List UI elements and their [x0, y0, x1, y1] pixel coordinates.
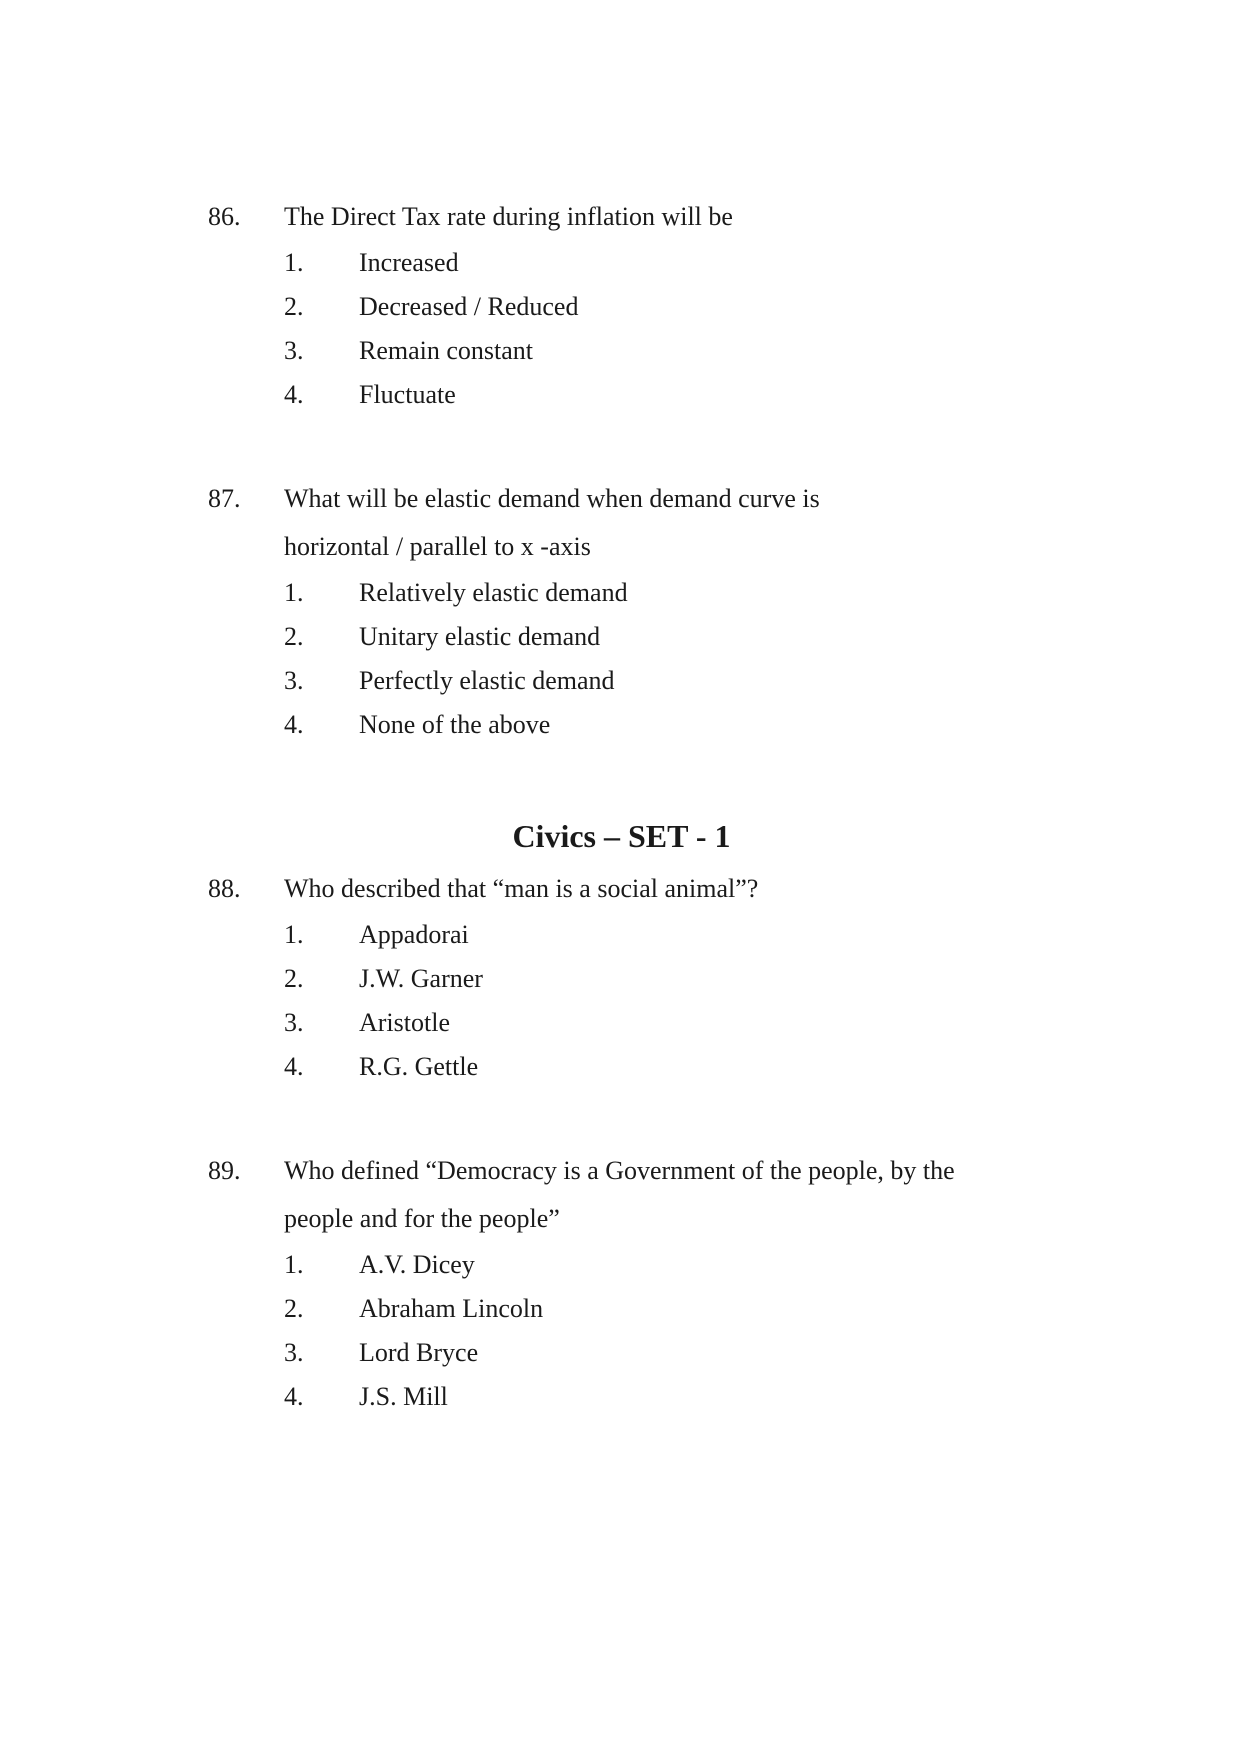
question-line	[208, 1195, 1108, 1243]
option-item	[208, 1001, 1108, 1045]
option-list	[208, 913, 1108, 1089]
option-number: 2.	[284, 964, 304, 993]
option-list	[208, 1243, 1108, 1419]
question-number: 89.	[208, 1156, 241, 1185]
option-text: R.G. Gettle	[359, 1052, 479, 1081]
option-number: 3.	[284, 1008, 304, 1037]
option-text: Decreased / Reduced	[359, 292, 579, 321]
option-item	[208, 913, 1108, 957]
question-88	[208, 865, 1108, 1089]
question-line	[208, 1147, 1108, 1195]
option-item	[208, 241, 1108, 285]
question-line	[208, 475, 1108, 523]
question-text: Who defined “Democracy is a Government of the people, by the	[284, 1156, 955, 1185]
option-item	[208, 703, 1108, 747]
option-item	[208, 615, 1108, 659]
option-text: Lord Bryce	[359, 1338, 479, 1367]
question-line	[208, 193, 1108, 241]
option-item	[208, 1045, 1108, 1089]
option-number: 1.	[284, 248, 304, 277]
question-number: 86.	[208, 202, 241, 231]
option-item	[208, 329, 1108, 373]
question-number: 88.	[208, 874, 241, 903]
option-number: 3.	[284, 336, 304, 365]
question-text: people and for the people”	[284, 1204, 560, 1233]
option-number: 2.	[284, 1294, 304, 1323]
option-number: 4.	[284, 1382, 304, 1411]
option-item	[208, 1243, 1108, 1287]
option-list	[208, 571, 1108, 747]
option-item	[208, 1375, 1108, 1419]
option-item	[208, 373, 1108, 417]
option-number: 4.	[284, 380, 304, 409]
option-number: 2.	[284, 292, 304, 321]
option-number: 2.	[284, 622, 304, 651]
option-number: 1.	[284, 1250, 304, 1279]
option-text: None of the above	[359, 710, 551, 739]
option-text: Remain constant	[359, 336, 534, 365]
option-text: Perfectly elastic demand	[359, 666, 615, 695]
option-text: A.V. Dicey	[359, 1250, 475, 1279]
question-text: horizontal / parallel to x -axis	[284, 532, 591, 561]
option-text: J.W. Garner	[359, 964, 483, 993]
question-text: Who described that “man is a social animal”?	[284, 874, 759, 903]
question-number: 87.	[208, 484, 241, 513]
question-line	[208, 865, 1108, 913]
section-title	[0, 812, 1241, 860]
option-text: Unitary elastic demand	[359, 622, 601, 651]
option-number: 4.	[284, 1052, 304, 1081]
option-number: 1.	[284, 920, 304, 949]
question-89	[208, 1147, 1108, 1419]
option-item	[208, 571, 1108, 615]
option-text: Relatively elastic demand	[359, 578, 628, 607]
option-number: 3.	[284, 666, 304, 695]
question-text: What will be elastic demand when demand curve is	[284, 484, 820, 513]
option-text: J.S. Mill	[359, 1382, 448, 1411]
option-item	[208, 1287, 1108, 1331]
option-number: 1.	[284, 578, 304, 607]
option-item	[208, 957, 1108, 1001]
option-number: 3.	[284, 1338, 304, 1367]
option-text: Abraham Lincoln	[359, 1294, 544, 1323]
question-text: The Direct Tax rate during inflation will be	[284, 202, 733, 231]
question-86	[208, 193, 1108, 417]
option-list	[208, 241, 1108, 417]
option-number: 4.	[284, 710, 304, 739]
option-item	[208, 659, 1108, 703]
option-text: Fluctuate	[359, 380, 456, 409]
option-item	[208, 285, 1108, 329]
option-text: Appadorai	[359, 920, 469, 949]
question-line	[208, 523, 1108, 571]
option-text: Aristotle	[359, 1008, 450, 1037]
option-item	[208, 1331, 1108, 1375]
question-87	[208, 475, 1108, 747]
option-text: Increased	[359, 248, 459, 277]
section-title-text: Civics – SET - 1	[512, 818, 731, 854]
